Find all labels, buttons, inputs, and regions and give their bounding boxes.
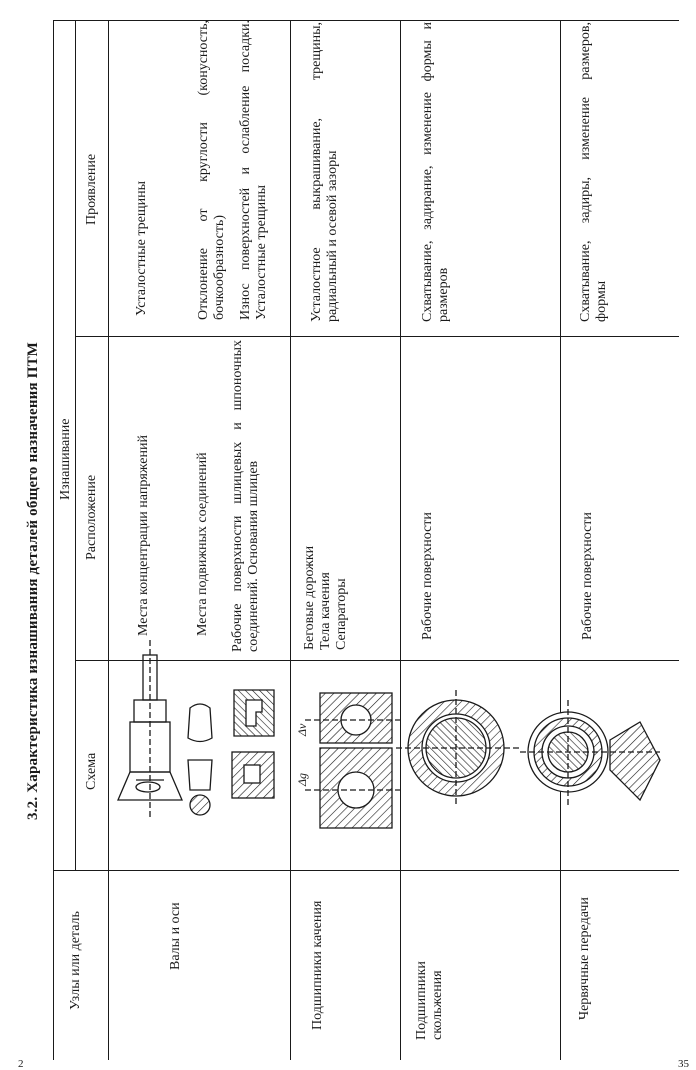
header-manifestation: Проявление	[84, 153, 99, 225]
header-wear: Изнашивание	[58, 418, 73, 500]
row-manifest-shafts-2: Отклонение от круглости (конусность, бочкообразность)	[196, 20, 227, 320]
row-manifest-rolling: Усталостное выкрашивание, трещины, радиальный и осевой зазоры	[309, 22, 340, 322]
row-location-rolling-3: Сепараторы	[334, 578, 349, 650]
row-location-rolling-2: Тела качения	[318, 572, 333, 650]
header-scheme: Схема	[84, 752, 99, 790]
row-location-shafts-2: Места подвижных соединений	[195, 452, 210, 636]
row-location-rolling-1: Беговые дорожки	[302, 545, 317, 650]
row-location-worm: Рабочие поверхности	[580, 512, 595, 640]
row-manifest-sliding: Схватывание, задирание, изменение формы и размеров	[420, 22, 451, 322]
scheme-label-dv: Δv	[295, 723, 309, 736]
row-location-sliding: Рабочие поверхности	[420, 512, 435, 640]
rolling-bearing-scheme	[305, 693, 400, 828]
header-nodes: Узлы или деталь	[68, 911, 83, 1010]
page-number-left: 2	[18, 1058, 24, 1070]
row-manifest-worm: Схватывание, задиры, изменение размеров, формы	[578, 22, 609, 322]
header-location: Расположение	[84, 474, 99, 560]
row-location-shafts-3: Рабочие поверхности шлицевых и шпоночных соединений. Основания шлицев	[230, 340, 261, 652]
page-number-right: 35	[678, 1058, 689, 1070]
row-manifest-shafts-1: Усталостные трещины	[134, 180, 149, 316]
scheme-label-dg: Δg	[295, 772, 309, 786]
row-manifest-shafts-3: Износ поверхностей и ослабление посадки. Усталостные трещины	[238, 20, 269, 320]
table-title: 3.2. Характеристика изнашивания деталей общего назначения ПТМ	[25, 342, 41, 820]
shaft-spline-scheme	[188, 690, 274, 815]
shaft-scheme	[118, 640, 182, 820]
row-node-shafts: Валы и оси	[168, 902, 183, 970]
worm-gear-scheme	[520, 700, 660, 808]
row-node-worm-gears: Червячные передачи	[577, 897, 592, 1020]
row-node-sliding-bearings: Подшипники скольжения	[414, 961, 445, 1040]
row-node-rolling-bearings: Подшипники качения	[310, 900, 325, 1030]
sliding-bearing-scheme	[396, 690, 520, 806]
row-location-shafts-1: Места концентрации напряжений	[136, 435, 151, 636]
